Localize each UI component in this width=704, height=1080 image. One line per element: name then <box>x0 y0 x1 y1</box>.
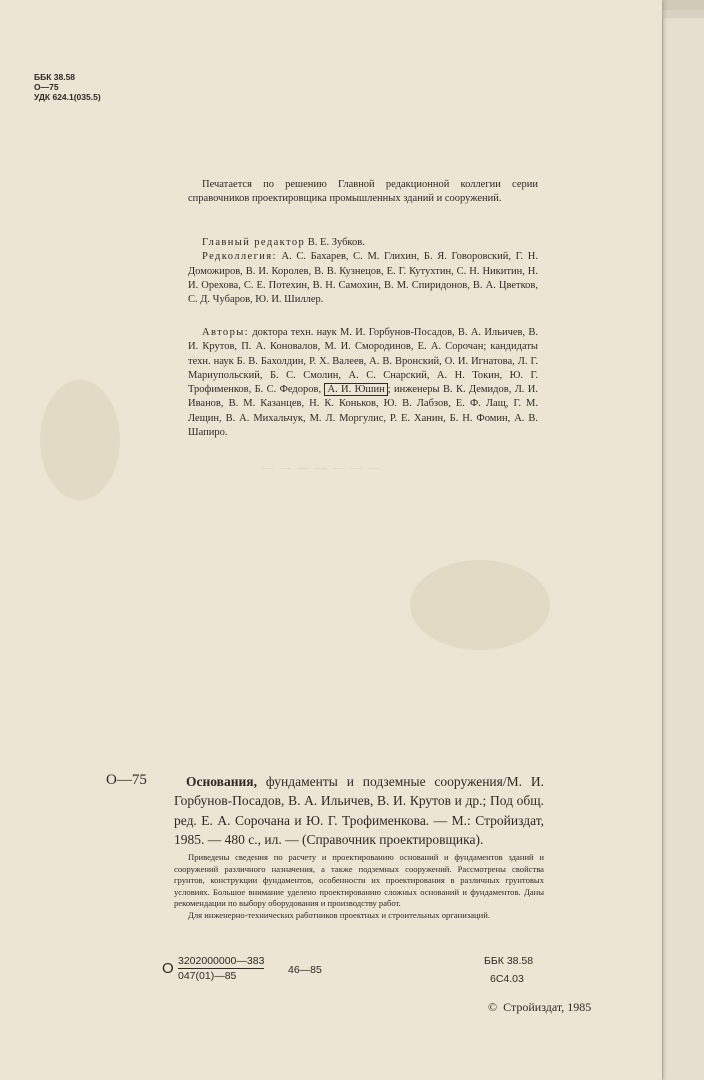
card-text: фундаменты и подземные сооружения/М. И. Горбунов-Посадов, В. А. Ильичев, В. И. Крутов и др.; Под общ. ред. Е. А. Сорочана и Ю. Г. Трофименкова. — М.: Стройиздат, 1985. — 480 с., ил. — (Справочник проектировщика). <box>174 774 544 847</box>
boxed-author-name: А. И. Юшин <box>324 383 387 396</box>
price-numerator: 3202000000—383 <box>178 955 265 967</box>
paper-stain <box>40 380 120 500</box>
edition-note-text: Печатается по решению Главной редакционной коллегии серии справочников проектировщика промышленных зданий и сооружений. <box>188 179 538 205</box>
price-mid: 46—85 <box>288 964 322 976</box>
price-denominator: 047(01)—85 <box>178 970 237 982</box>
book-code: О—75 <box>34 82 59 92</box>
abstract <box>174 852 544 922</box>
editorial-board <box>188 236 538 307</box>
authors-part2: ; инженеры В. К. Демидов, Л. И. Иванов, В. М. Казанцев, Н. К. Коньков, Ю. В. Лабзов, Е. Ф. Лащ, Г. М. Лещин, В. А. Михальчук, М. Л. Моргулис, Р. Е. Ханин, Б. Н. Фомин, А. В. Шапиро. <box>188 384 538 439</box>
bibliographic-card <box>174 772 544 849</box>
authors-block <box>188 326 538 440</box>
authors-part1: доктора техн. наук М. И. Горбунов-Посадов, В. А. Ильичев, В. И. Крутов, П. А. Коновалов, М. И. Смородинов, Е. А. Сорочан; кандидаты техн. наук Б. В. Бахолдин, Р. Х. Валеев, А. В. Вронский, О. И. Игнатова, Л. Г. Мариупольский, Б. С. Смолин, А. С. Снарский, А. Н. Токин, Ю. Г. Трофименков, Б. С. Федоров, <box>188 327 539 396</box>
price-fraction <box>178 954 264 983</box>
chief-editor-label: Главный редактор <box>202 237 306 248</box>
price-index: 6С4.03 <box>490 973 524 985</box>
chief-editor-name: В. Е. Зубков. <box>307 237 365 248</box>
card-title: Основания, <box>186 774 257 789</box>
board-names: А. С. Бахарев, С. М. Глихин, Б. Я. Говоровский, Г. Н. Доможиров, В. И. Королев, В. В. Кузнецов, Е. Г. Кутухтин, С. Н. Никитин, Н. И. Орехова, С. Е. Потехин, В. Н. Самохин, В. М. Спиридонов, В. А. Цветков, С. Д. Чубаров, Ю. И. Шиллер. <box>188 251 538 306</box>
edition-note <box>188 178 538 207</box>
paper-stain <box>410 560 550 650</box>
price-letter: О <box>162 960 174 977</box>
price-bbk: ББК 38.58 <box>484 955 534 967</box>
udk-code: УДК 624.1(035.5) <box>34 92 101 102</box>
abstract-p1: Приведены сведения по расчету и проектированию оснований и фундаментов зданий и сооружений различного назначения, а также подземных сооружений. Рассмотрены свойства грунтов, конструкции фундаментов, особенности их проектирования в различных грунтовых условиях. Большое внимание уделено проектированию сложных оснований и фундаментов. Даны рекомендации по выбору оборудования и производству работ. <box>174 852 544 909</box>
board-label: Редколлегия: <box>202 251 277 263</box>
bbk-code: ББК 38.58 <box>34 72 76 82</box>
copyright <box>488 1000 591 1015</box>
authors-label: Авторы: <box>202 327 250 338</box>
adjacent-page-edge <box>662 18 704 1080</box>
show-through-text: — — — — — — — <box>260 462 380 474</box>
card-code: О—75 <box>106 772 147 788</box>
copyright-symbol-icon: © <box>488 1000 498 1014</box>
classification-codes <box>34 72 101 102</box>
copyright-text: Стройиздат, 1985 <box>503 1000 592 1014</box>
abstract-p2: Для инженерно-технических работников проектных и строительных организаций. <box>188 909 490 920</box>
